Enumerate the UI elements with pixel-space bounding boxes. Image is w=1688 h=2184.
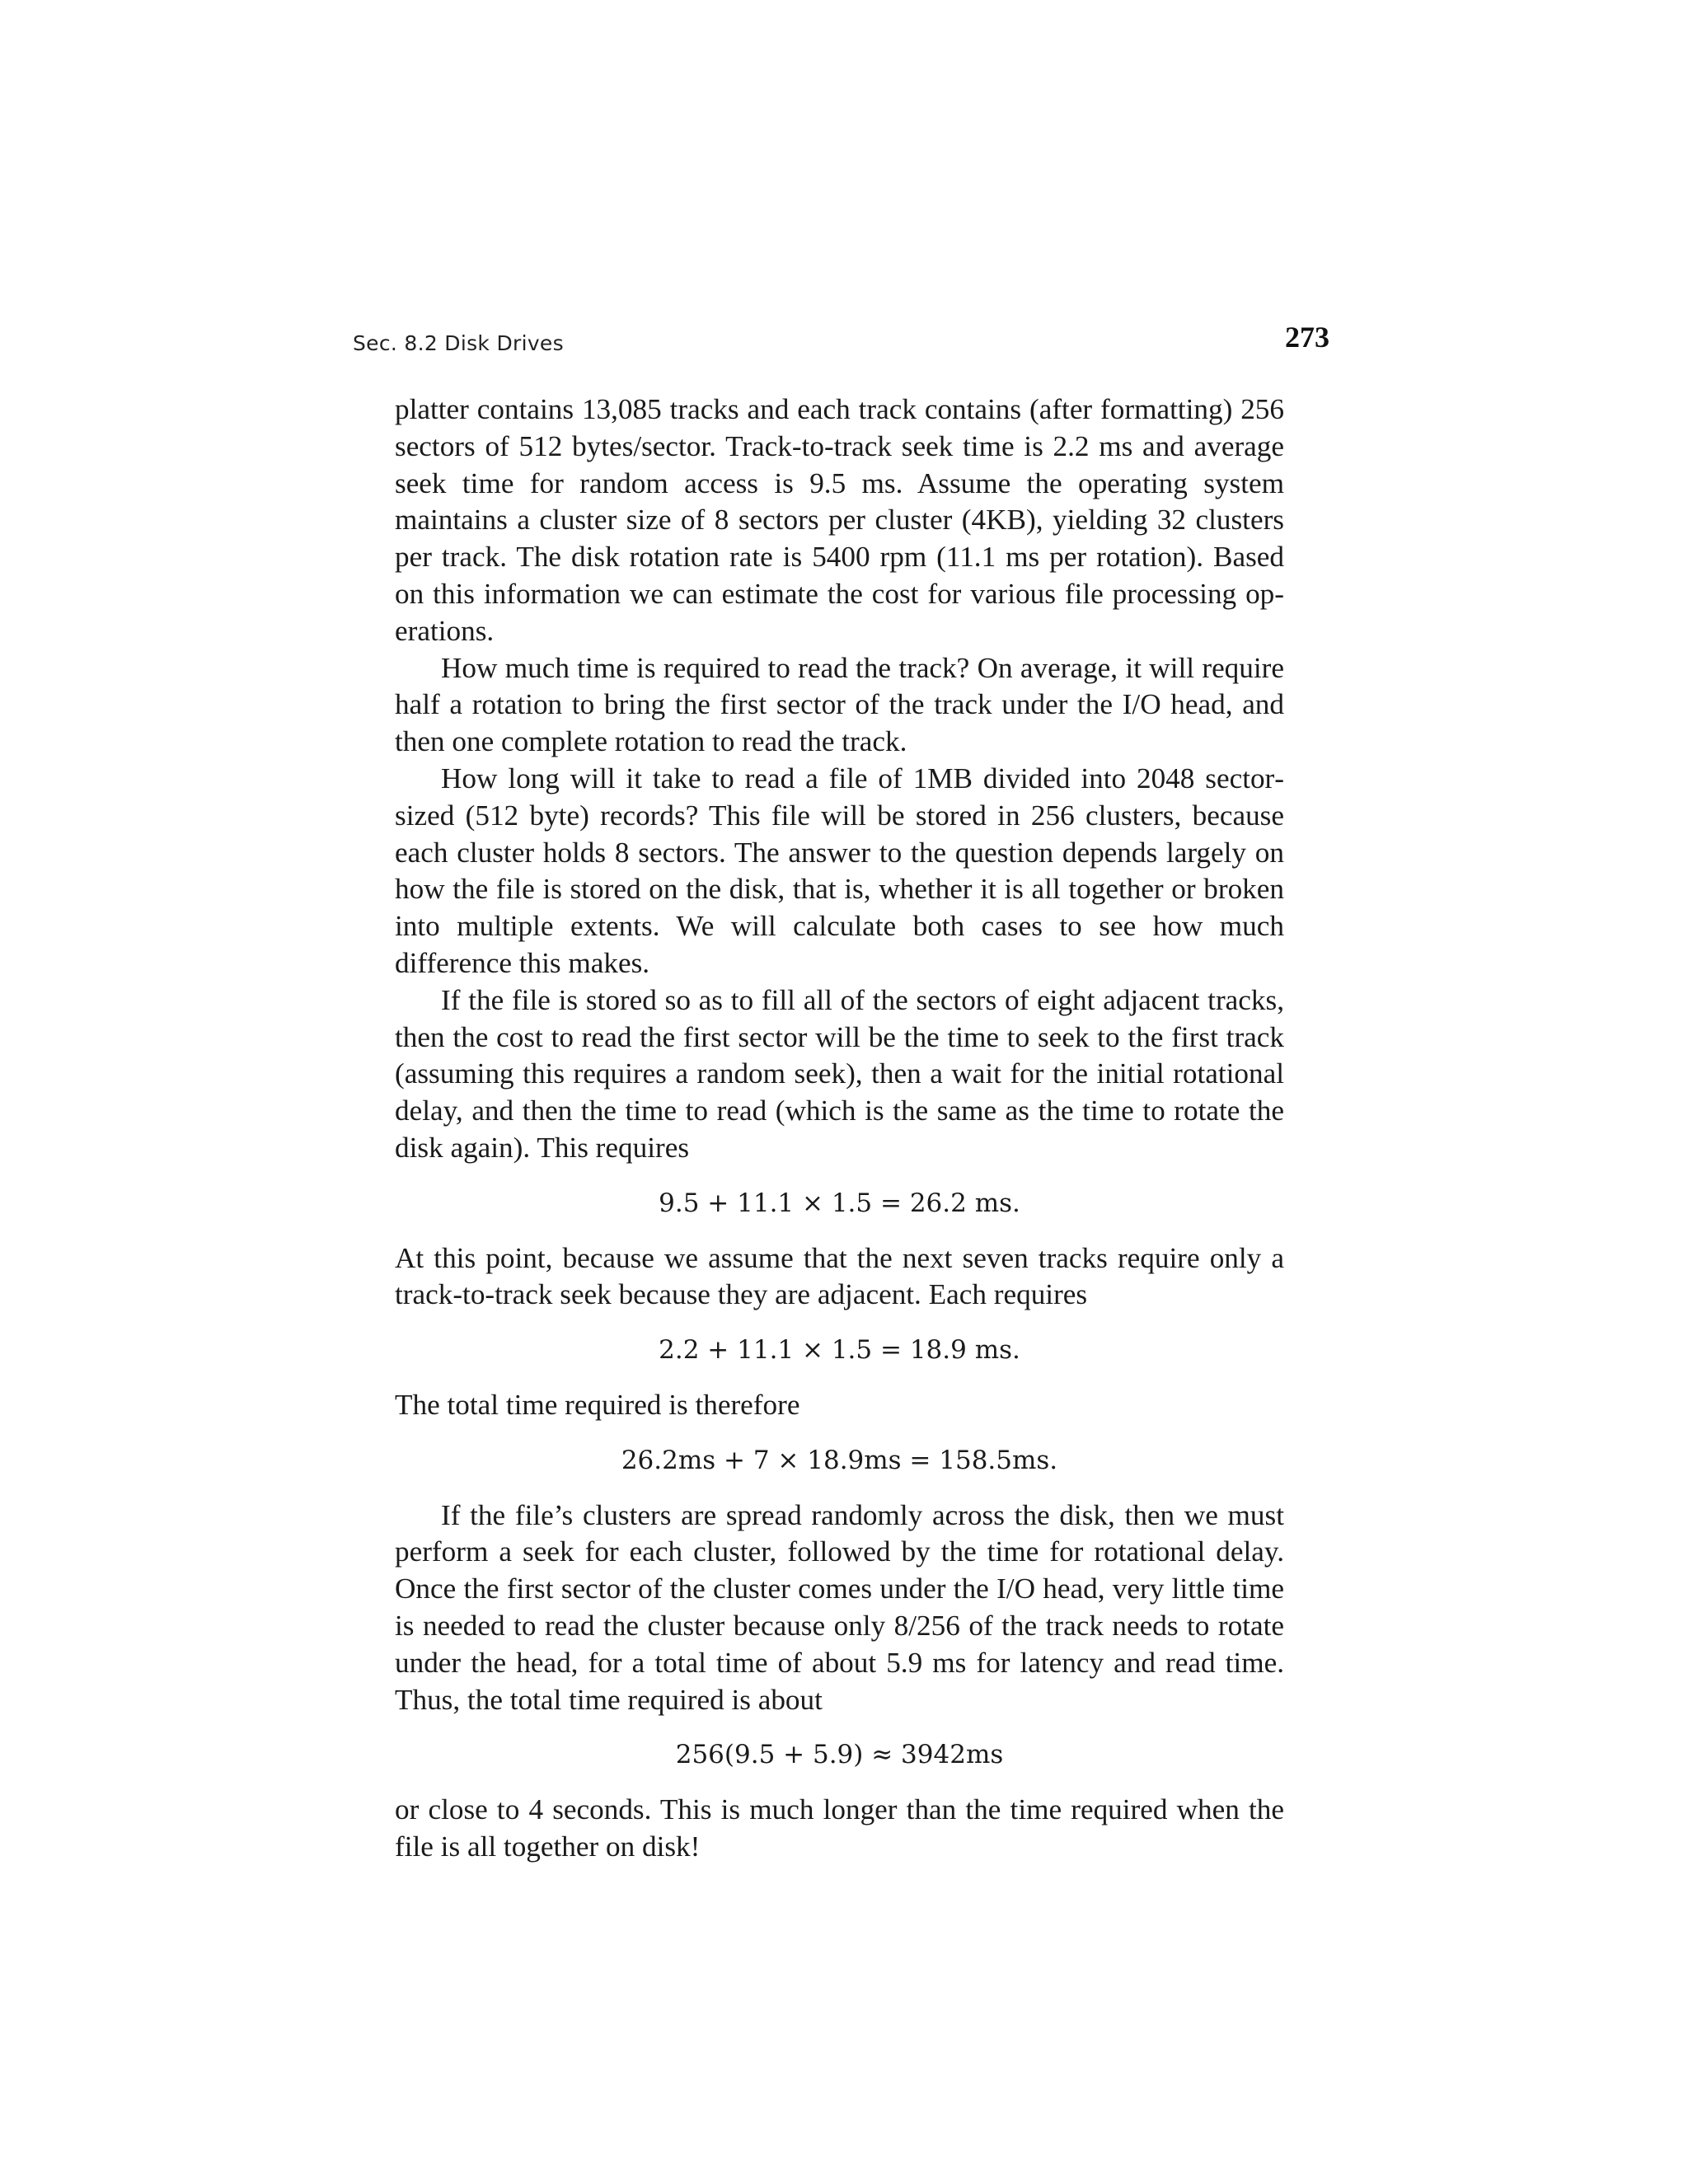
running-head [353, 320, 1329, 366]
paragraph-disk-specs: platter contains 13,085 tracks and each track contains (after formatting) 256 sectors of 512 bytes/sector. Track-to-track seek time is 2.2 ms and average seek time for random access is 9.5 ms. Assume the operating system maintains a cluster size of 8 sectors per cluster (4KB), yielding 32 clusters per track. The disk rotation rate is 5400 rpm (11.1 ms per rotation). Based on this information we can estimate the cost for various file processing operations. [395, 393, 1284, 647]
equation-random-total: 256(9.5 + 5.9) ≈ 3942ms [675, 1740, 1004, 1770]
equation-total-time: 26.2ms + 7 × 18.9ms = 158.5ms. [621, 1445, 1058, 1475]
page-number: 273 [1285, 321, 1329, 354]
paragraph-total-intro: The total time required is therefore [395, 1388, 800, 1421]
paragraph-conclusion: or close to 4 seconds. This is much longer than the time required when the file is all together on disk! [395, 1793, 1284, 1863]
section-heading: Sec. 8.2 Disk Drives [353, 331, 564, 355]
paragraph-next-tracks: At this point, because we assume that the next seven tracks require only a track-to-track seek because they are adjacent. Each requires [395, 1241, 1284, 1311]
body-text [395, 391, 1284, 1866]
paragraph-adjacent-tracks: If the file is stored so as to fill all of the sectors of eight adjacent tracks, then the cost to read the first sector will be the time to seek to the first track (assuming this requires a random seek), then a wait for the initial rotational delay, and then the time to read (which is the same as the time to rotate the disk again). This requires [395, 983, 1284, 1164]
equation-first-track-cost: 9.5 + 11.1 × 1.5 = 26.2 ms. [659, 1188, 1020, 1218]
equation-adjacent-track-cost: 2.2 + 11.1 × 1.5 = 18.9 ms. [659, 1335, 1020, 1366]
paragraph-file-read-question: How long will it take to read a file of 1MB divided into 2048 sectorsized (512 byte) records? This file will be stored in 256 clusters, because each cluster holds 8 sectors. The answer to the question depends largely on how the file is stored on the disk, that is, whether it is all together or broken into multiple extents. We will calculate both cases to see how much difference this makes. [395, 762, 1284, 979]
paragraph-track-read-time: How much time is required to read the track? On average, it will require half a rotation to bring the first sector of the track under the I/O head, and then one complete rotation to read the track. [395, 651, 1284, 758]
paragraph-random-clusters: If the file’s clusters are spread randomly across the disk, then we must perform a seek for each cluster, followed by the time for rotational delay. Once the first sector of the cluster comes under the I/O head, very little time is needed to read the cluster because only 8/256 of the track needs to rotate under the head, for a total time of about 5.9 ms for latency and read time. Thus, the total time required is about [395, 1498, 1284, 1716]
